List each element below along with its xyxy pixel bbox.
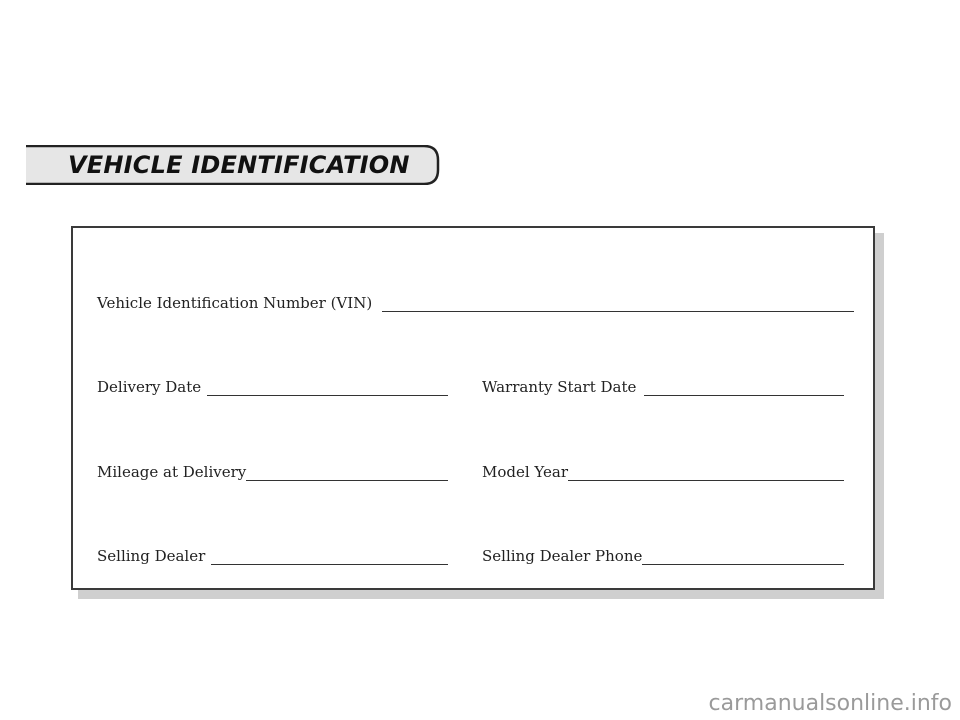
dealer-phone-label: Selling Dealer Phone (482, 547, 643, 565)
dealer-phone-field (482, 547, 844, 565)
warranty-start-input-line[interactable] (644, 379, 844, 396)
vin-input-line[interactable] (382, 295, 854, 312)
delivery-row (97, 378, 844, 396)
delivery-date-label: Delivery Date (97, 378, 202, 396)
model-year-label: Model Year (482, 463, 569, 481)
delivery-date-field (97, 378, 482, 396)
dealer-phone-input-line[interactable] (642, 548, 844, 565)
vin-row (97, 294, 854, 312)
section-header-tab (26, 145, 440, 185)
warranty-start-field (482, 378, 844, 396)
selling-dealer-input-line[interactable] (211, 548, 448, 565)
mileage-label: Mileage at Delivery (97, 463, 247, 481)
vehicle-id-form (71, 226, 875, 590)
warranty-start-label: Warranty Start Date (482, 378, 637, 396)
selling-dealer-label: Selling Dealer (97, 547, 206, 565)
mileage-field (97, 463, 482, 481)
mileage-row (97, 463, 844, 481)
vin-label: Vehicle Identification Number (VIN) (97, 294, 373, 312)
mileage-input-line[interactable] (246, 464, 448, 481)
site-watermark: carmanualsonline.info (708, 691, 952, 716)
model-year-field (482, 463, 844, 481)
section-title: VEHICLE IDENTIFICATION (68, 151, 410, 179)
delivery-date-input-line[interactable] (207, 379, 448, 396)
dealer-row (97, 547, 844, 565)
vin-field (97, 294, 854, 312)
selling-dealer-field (97, 547, 482, 565)
model-year-input-line[interactable] (568, 464, 844, 481)
